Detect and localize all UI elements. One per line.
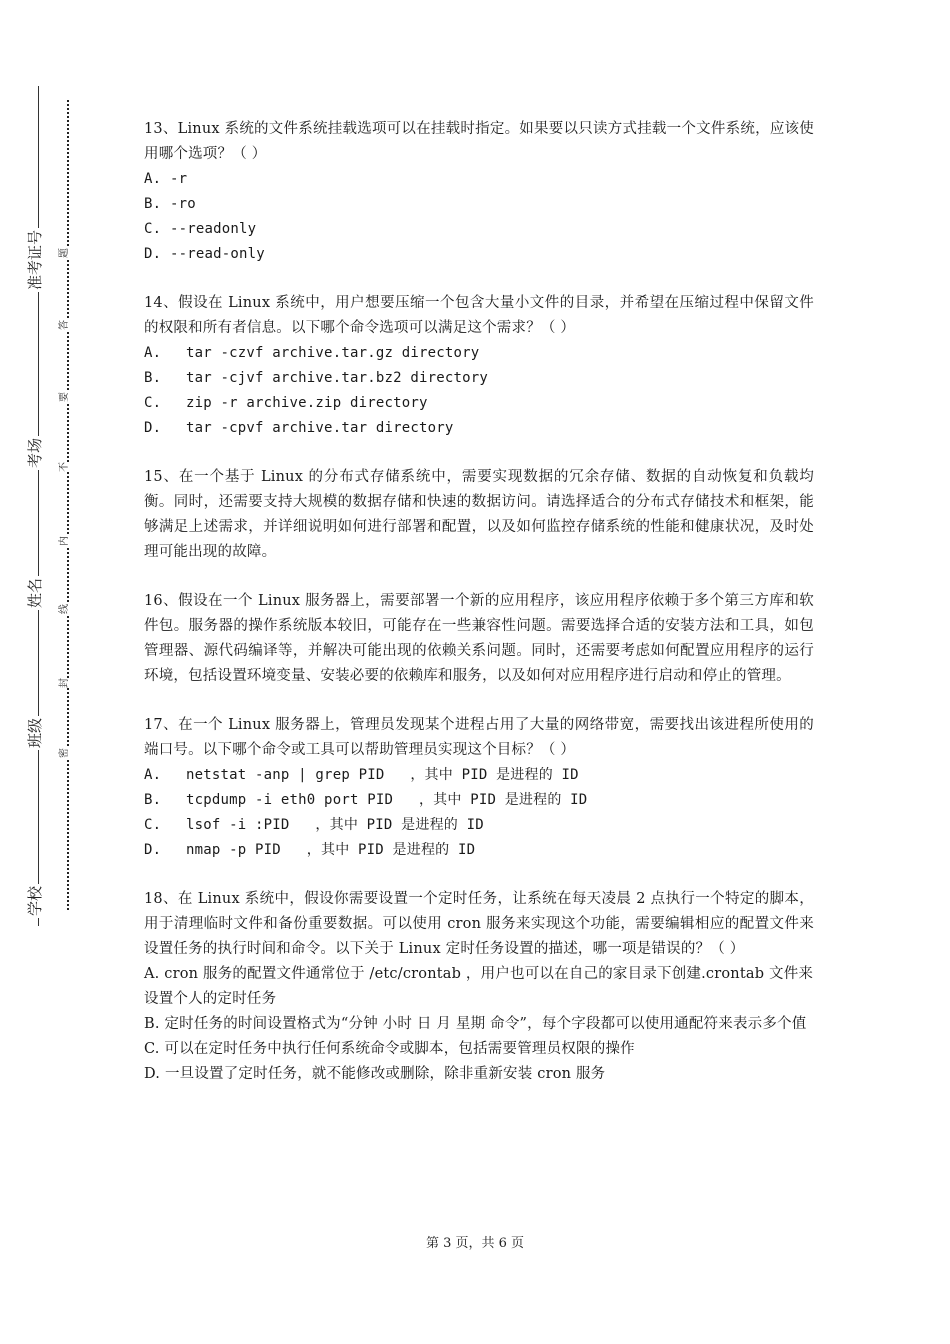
page-number: 第 3 页，共 6 页 [425, 1236, 525, 1251]
question-text: 15、在一个基于 Linux 的分布式存储系统中，需要实现数据的冗余存储、数据的自动恢复和负载均衡。同时，还需要支持大规模的数据存储和快速的数据访问。请选择适合的分布式存储技术和框架，能够满足上述需求，并详细说明如何进行部署和配置，以及如何监控存储系统的性能和健康状况，及时处理可能出现的故障。 [144, 469, 814, 560]
seal-char: 要 [59, 392, 70, 402]
field-name: 姓名 [26, 577, 44, 608]
field-exam-number: 准考证号 [26, 229, 44, 290]
question-13 [144, 117, 814, 267]
field-class: 班级 [26, 717, 44, 748]
seal-char: 密 [59, 748, 70, 758]
option-a: A. -r [144, 171, 188, 187]
question-text: 17、在一个 Linux 服务器上，管理员发现某个进程占用了大量的网络带宽，需要找出该进程所使用的端口号。以下哪个命令或工具可以帮助管理员实现这个目标？（ ） [144, 717, 814, 758]
question-text: 16、假设在一个 Linux 服务器上，需要部署一个新的应用程序，该应用程序依赖于多个第三方库和软件包。服务器的操作系统版本较旧，可能存在一些兼容性问题。需要选择合适的安装方法和工具，如包管理器、源代码编译等，并解决可能出现的依赖关系问题。同时，还需要考虑如何配置应用程序的运行环境，包括设置环境变量、安装必要的依赖库和服务，以及如何对应用程序进行启动和停止的管理。 [144, 593, 814, 684]
field-school: 学校 [26, 885, 44, 916]
question-18 [144, 887, 814, 1087]
option-b: B. tcpdump -i eth0 port PID ，其中 PID 是进程的 ID [144, 792, 588, 808]
seal-char: 答 [59, 320, 70, 330]
field-exam-room: 考场 [26, 437, 44, 468]
seal-char: 线 [59, 604, 70, 614]
option-b: B. -ro [144, 196, 196, 212]
question-14 [144, 291, 814, 441]
option-b: B. tar -cjvf archive.tar.bz2 directory [144, 370, 489, 386]
question-text: 13、Linux 系统的文件系统挂载选项可以在挂载时指定。如果要以只读方式挂载一个文件系统，应该使用哪个选项？（ ） [144, 121, 814, 162]
seal-char: 封 [59, 678, 70, 688]
binding-dotted-line [67, 100, 69, 910]
seal-char: 内 [59, 536, 70, 546]
question-17 [144, 713, 814, 863]
option-d: D. nmap -p PID ，其中 PID 是进程的 ID [144, 842, 476, 858]
option-c: C. 可以在定时任务中执行任何系统命令或脚本，包括需要管理员权限的操作 [144, 1041, 635, 1057]
question-text: 14、假设在 Linux 系统中，用户想要压缩一个包含大量小文件的目录，并希望在压缩过程中保留文件的权限和所有者信息。以下哪个命令选项可以满足这个需求？（ ） [144, 295, 814, 336]
option-a: A. tar -czvf archive.tar.gz directory [144, 345, 480, 361]
option-c: C. --readonly [144, 221, 257, 237]
option-a: A. cron 服务的配置文件通常位于 /etc/crontab ，用户也可以在自己的家目录下创建.crontab 文件来设置个人的定时任务 [144, 966, 814, 1007]
option-d: D. 一旦设置了定时任务，就不能修改或删除，除非重新安装 cron 服务 [144, 1066, 606, 1082]
option-a: A. netstat -anp | grep PID ，其中 PID 是进程的 ID [144, 767, 579, 783]
seal-char: 不 [59, 462, 70, 472]
seal-char: 题 [59, 248, 70, 258]
question-text: 18、在 Linux 系统中，假设你需要设置一个定时任务，让系统在每天凌晨 2 点执行一个特定的脚本，用于清理临时文件和备份重要数据。可以使用 cron 服务来实现这个功能，需要编辑相应的配置文件来设置任务的执行时间和命令。以下关于 Linux 定时任务设置的描述，哪一项是错误的？（ ） [144, 891, 814, 957]
option-d: D. tar -cpvf archive.tar directory [144, 420, 454, 436]
question-list [144, 117, 814, 1111]
question-16 [144, 589, 814, 689]
option-c: C. zip -r archive.zip directory [144, 395, 428, 411]
question-15 [144, 465, 814, 565]
option-b: B. 定时任务的时间设置格式为“分钟 小时 日 月 星期 命令”，每个字段都可以使用通配符来表示多个值 [144, 1016, 807, 1032]
binding-solid-line [38, 86, 39, 926]
binding-margin [0, 0, 110, 1344]
option-c: C. lsof -i :PID ，其中 PID 是进程的 ID [144, 817, 484, 833]
option-d: D. --read-only [144, 246, 265, 262]
